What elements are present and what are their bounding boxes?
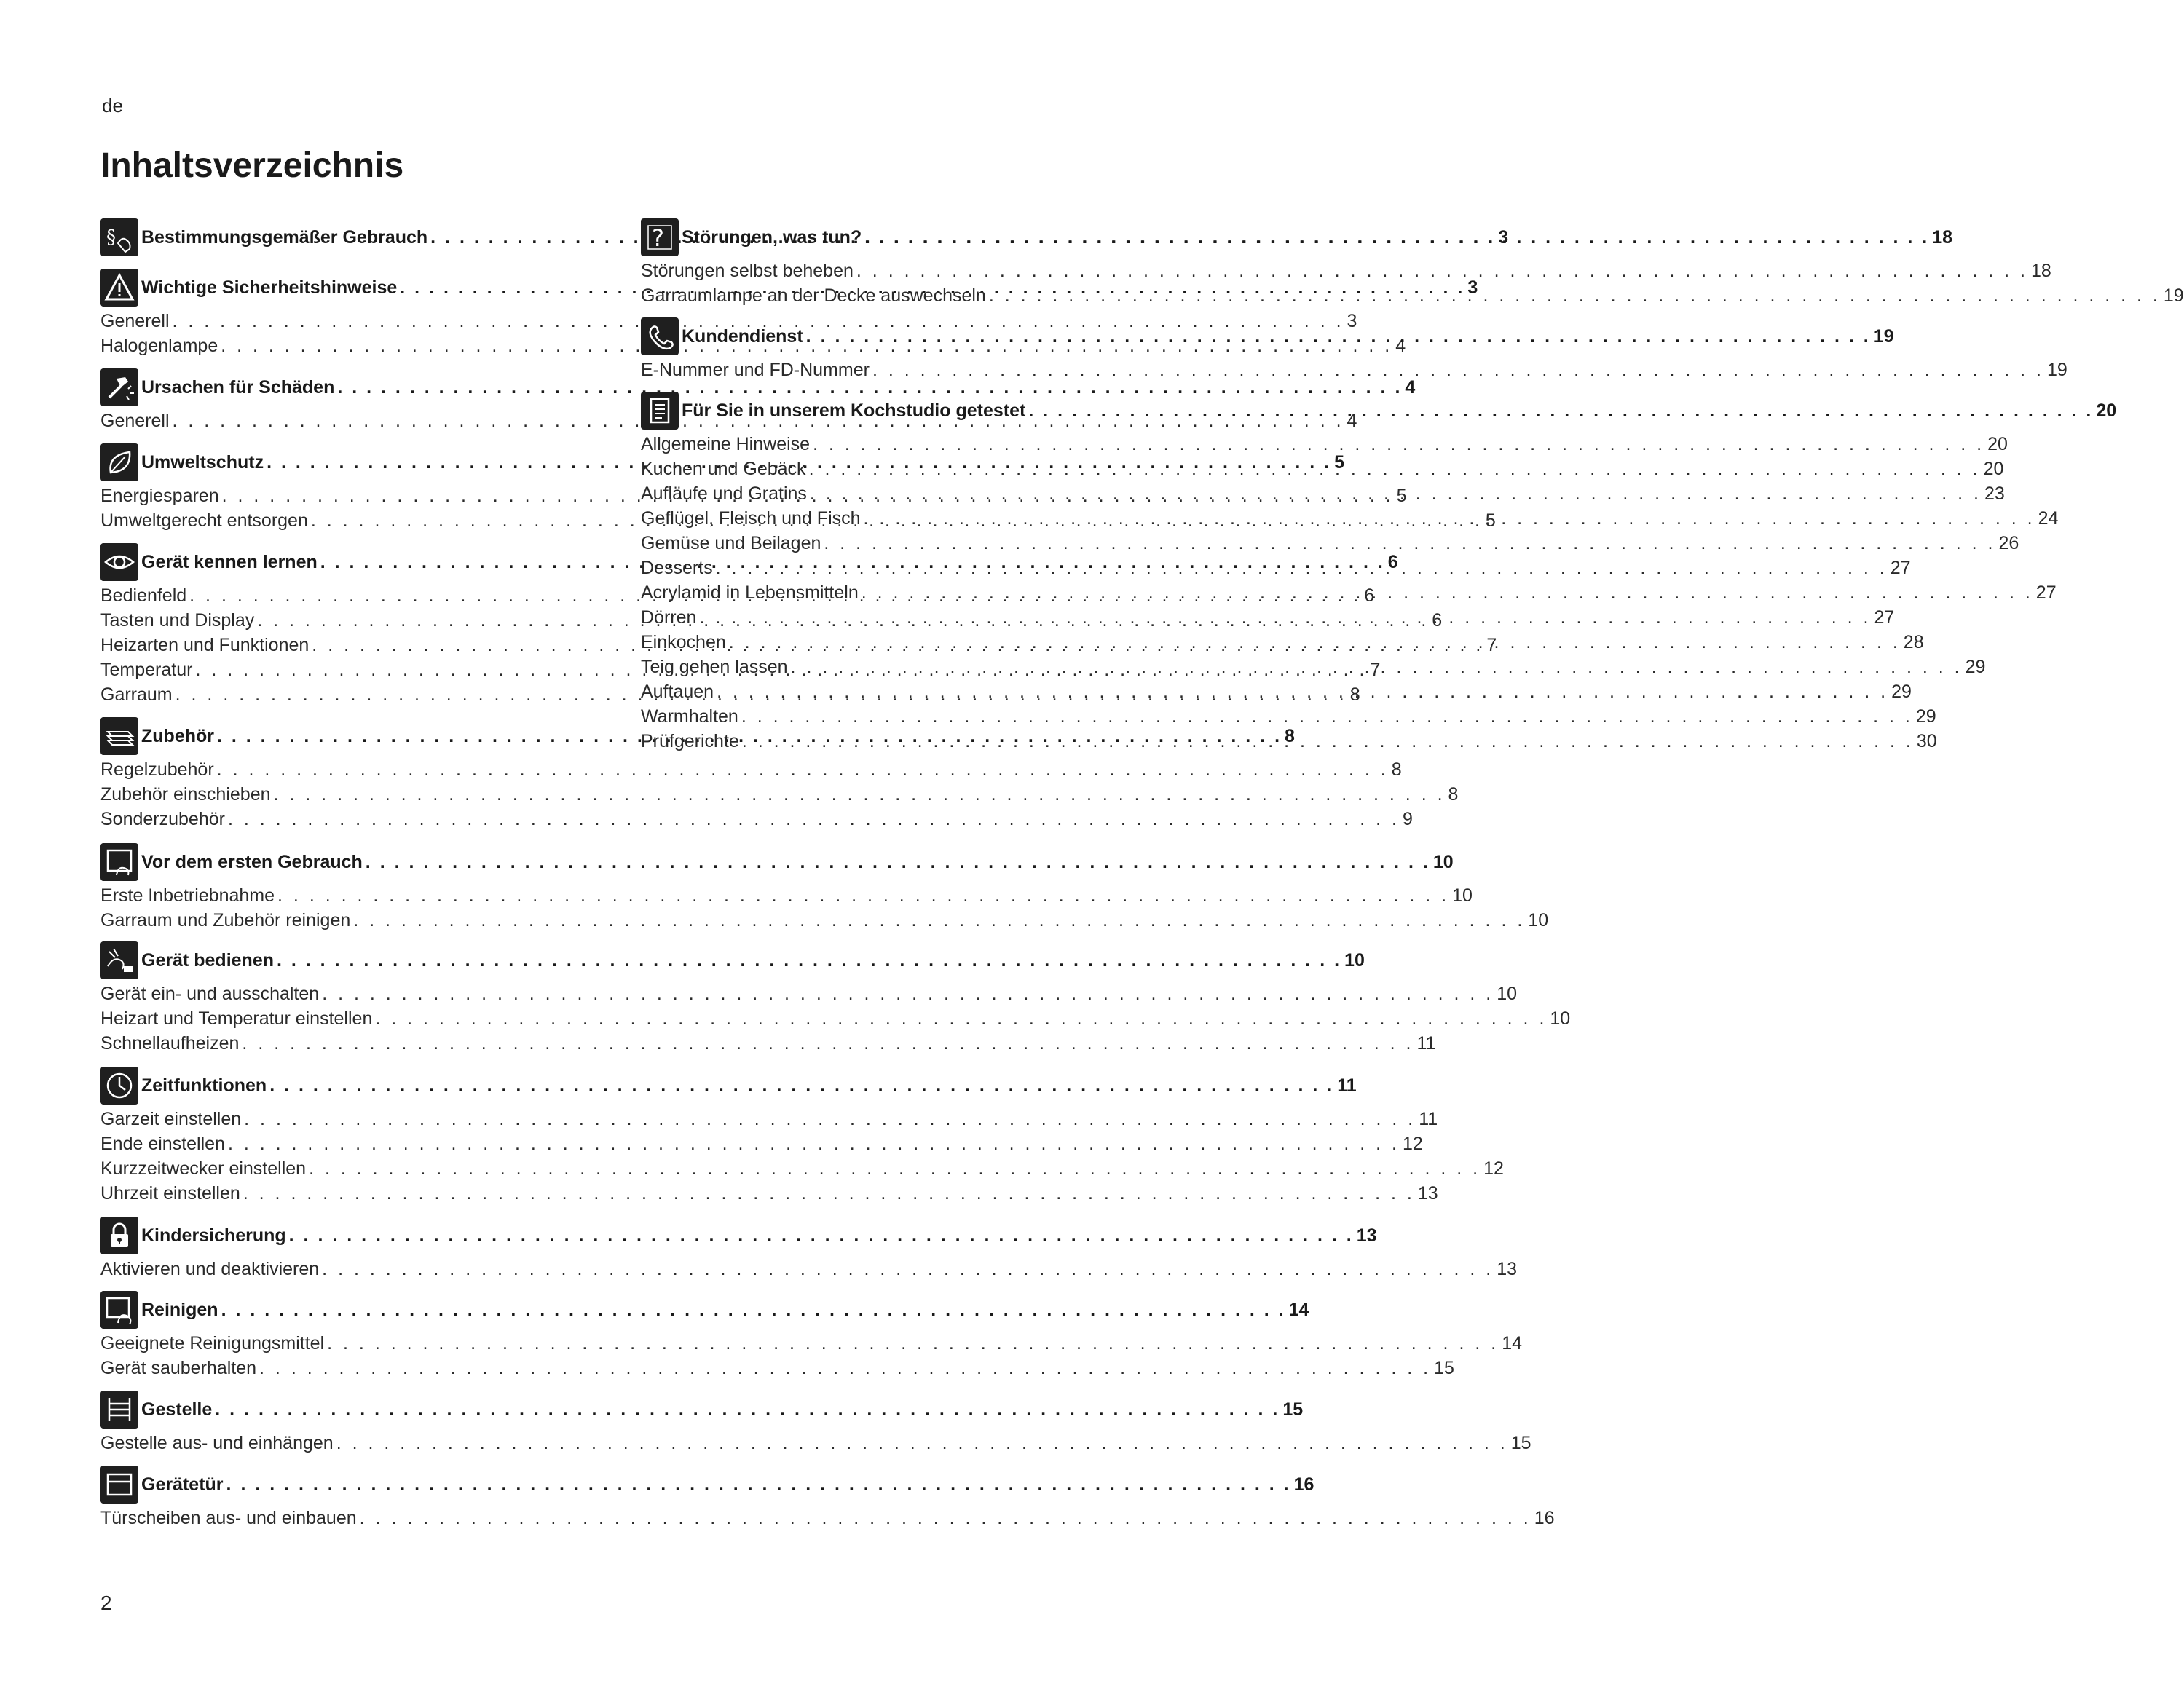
subsection-title: Kurzzeitwecker einstellen (100, 1158, 307, 1179)
subsection-title: Garraum (100, 684, 173, 705)
section-heading[interactable] (641, 217, 1953, 258)
subsection-entry[interactable] (641, 459, 2004, 483)
leader-dots (244, 1109, 1416, 1130)
subsection-page: 12 (1403, 1134, 1423, 1154)
section-title: Zubehör (141, 725, 214, 746)
subsection-title: Schnellaufheizen (100, 1033, 240, 1054)
toc-section (100, 1215, 1518, 1284)
subsection-title: Energiesparen (100, 486, 219, 506)
page-number: 2 (100, 1592, 112, 1614)
subsection-page: 13 (1417, 1183, 1438, 1204)
leaf-icon (100, 443, 138, 481)
section-page: 11 (1337, 1075, 1357, 1096)
section-heading-row (141, 1300, 1309, 1321)
subsection-list (100, 1433, 1531, 1458)
toc-section (100, 1389, 1531, 1458)
subsection-entry[interactable] (641, 607, 1895, 632)
subsection-page: 14 (1502, 1333, 1522, 1354)
subsection-page: 5 (1485, 510, 1496, 531)
svg-text:?: ? (652, 224, 664, 252)
toc-section (641, 390, 2117, 756)
subsection-page: 4 (1347, 411, 1357, 431)
subsection-entry[interactable] (641, 483, 2005, 508)
subsection-entry[interactable] (641, 681, 1912, 706)
subsection-entry[interactable] (100, 910, 1549, 935)
section-page: 3 (1498, 226, 1509, 248)
subsection-entry[interactable] (100, 784, 1459, 809)
leader-dots (699, 607, 1871, 628)
subsection-page: 7 (1486, 635, 1497, 655)
leader-dots (864, 227, 1929, 248)
section-title: Umweltschutz (141, 451, 264, 473)
language-code: de (102, 95, 123, 116)
subsection-list (100, 411, 1357, 435)
damage-hammer-icon (100, 368, 138, 406)
subsection-page: 23 (1984, 483, 2005, 504)
subsection-entry[interactable] (641, 582, 2057, 607)
subsection-title: Gerät ein- und ausschalten (100, 984, 320, 1004)
page-title: Inhaltsverzeichnis (100, 146, 404, 185)
subsection-page: 6 (1432, 610, 1443, 631)
paragraph-hand-icon (100, 218, 138, 256)
subsection-title: Garraumlampe an der Decke auswechseln (641, 285, 986, 306)
leader-dots (269, 1075, 1334, 1097)
leader-dots (791, 657, 1963, 678)
subsection-title: Gerät sauberhalten (100, 1358, 257, 1378)
subsection-title: Dörren (641, 607, 697, 628)
leader-dots (810, 483, 1982, 505)
subsection-entry[interactable] (100, 411, 1357, 435)
subsection-list (100, 1109, 1504, 1208)
subsection-page: 15 (1434, 1358, 1454, 1378)
leader-dots (277, 950, 1341, 971)
section-heading[interactable] (100, 1065, 1357, 1106)
subsection-title: Tasten und Display (100, 610, 255, 631)
section-page: 16 (1293, 1474, 1314, 1495)
subsection-page: 10 (1528, 910, 1549, 930)
subsection-title: Störungen selbst beheben (641, 261, 854, 281)
section-title: Bestimmungsgemäßer Gebrauch (141, 226, 428, 248)
subsection-title: Türscheiben aus- und einbauen (100, 1508, 357, 1528)
leader-dots (274, 784, 1446, 805)
subsection-title: Garzeit einstellen (100, 1109, 242, 1129)
subsection-title: Uhrzeit einstellen (100, 1183, 240, 1204)
subsection-page: 6 (1364, 585, 1375, 606)
subsection-list (100, 759, 1459, 834)
subsection-page: 29 (1891, 681, 1912, 702)
phone-icon (641, 317, 679, 355)
subsection-entry[interactable] (100, 1508, 1555, 1533)
subsection-page: 8 (1391, 759, 1402, 780)
subsection-list (641, 434, 2059, 756)
section-page: 20 (2096, 400, 2117, 421)
subsection-title: Sonderzubehör (100, 809, 225, 829)
leader-dots (856, 261, 2028, 282)
subsection-title: Prüfgerichte (641, 731, 739, 751)
subsection-entry[interactable] (100, 1008, 1571, 1033)
section-heading-row (141, 1225, 1377, 1246)
section-title: Reinigen (141, 1299, 218, 1320)
leader-dots (366, 852, 1430, 873)
section-heading[interactable] (100, 1464, 1314, 1505)
leader-dots (717, 681, 1888, 703)
subsection-entry[interactable] (100, 1259, 1518, 1284)
subsection-entry[interactable] (641, 508, 2059, 533)
subsection-page: 27 (1874, 607, 1895, 628)
subsection-entry[interactable] (100, 759, 1402, 784)
section-heading-row (141, 1399, 1303, 1421)
toc-section (641, 217, 2184, 310)
subsection-list (100, 885, 1549, 935)
subsection-page: 26 (1998, 533, 2019, 553)
leader-dots (813, 434, 1984, 455)
section-page: 10 (1344, 949, 1365, 971)
subsection-title: Aufläufe und Gratins (641, 483, 807, 504)
section-heading-row (682, 326, 1894, 347)
leader-dots (242, 1033, 1414, 1054)
subsection-title: Einkochen (641, 632, 726, 652)
subsection-list (641, 360, 2067, 384)
subsection-page: 9 (1403, 809, 1413, 829)
leader-dots (809, 459, 1981, 480)
leader-dots (824, 533, 1995, 554)
subsection-page: 27 (2035, 582, 2057, 603)
subsection-entry[interactable] (100, 1358, 1454, 1383)
subsection-page: 19 (2046, 360, 2067, 380)
section-page: 19 (1873, 325, 1894, 347)
subsection-page: 7 (1370, 660, 1381, 680)
svg-text:§: § (106, 226, 116, 248)
toc-section (641, 316, 2067, 384)
subsection-entry[interactable] (100, 809, 1413, 834)
section-page: 4 (1405, 376, 1416, 398)
leader-dots (221, 1300, 1286, 1321)
toc-section (100, 1289, 1522, 1383)
subsection-page: 8 (1448, 784, 1459, 805)
leader-dots (360, 1508, 1531, 1529)
subsection-page: 11 (1416, 1033, 1436, 1054)
leader-dots (872, 360, 2044, 381)
section-page: 8 (1285, 725, 1295, 746)
leader-dots (1028, 400, 2093, 422)
leader-dots (862, 582, 2033, 604)
subsection-entry[interactable] (641, 360, 2067, 384)
section-title: Gerät kennen lernen (141, 551, 318, 572)
operate-hand-icon (100, 941, 138, 979)
leader-dots (215, 1399, 1280, 1421)
subsection-list (100, 984, 1571, 1058)
section-heading-row (682, 227, 1952, 248)
subsection-entry[interactable] (641, 657, 1986, 681)
toc-section (100, 842, 1549, 935)
subsection-title: Temperatur (100, 660, 193, 680)
subsection-title: Generell (100, 411, 170, 431)
subsection-page: 11 (1419, 1109, 1438, 1129)
subsection-page: 19 (2163, 285, 2184, 306)
subsection-entry[interactable] (100, 885, 1473, 910)
subsection-title: Gestelle aus- und einhängen (100, 1433, 334, 1453)
subsection-page: 10 (1550, 1008, 1571, 1029)
subsection-page: 30 (1916, 731, 1937, 751)
leader-dots (277, 885, 1449, 906)
section-heading-row (141, 1474, 1314, 1495)
subsection-entry[interactable] (100, 1109, 1438, 1134)
subsection-title: Warmhalten (641, 706, 738, 727)
subsection-title: E-Nummer und FD-Nummer (641, 360, 870, 380)
subsection-title: Heizart und Temperatur einstellen (100, 1008, 373, 1029)
leader-dots (989, 285, 2161, 307)
subsection-title: Regelzubehör (100, 759, 214, 780)
section-title: Ursachen für Schäden (141, 376, 335, 398)
section-page: 10 (1432, 851, 1454, 872)
subsection-page: 12 (1483, 1158, 1504, 1179)
subsection-title: Gemüse und Beilagen (641, 533, 821, 553)
subsection-title: Geflügel, Fleisch und Fisch (641, 508, 861, 529)
leader-dots (322, 1259, 1494, 1280)
section-page: 3 (1467, 277, 1478, 298)
subsection-list (100, 1508, 1555, 1533)
section-heading[interactable] (100, 1289, 1309, 1330)
leader-dots (742, 731, 1914, 752)
leader-dots (243, 1183, 1415, 1204)
subsection-title: Garraum und Zubehör reinigen (100, 910, 351, 930)
section-page: 18 (1932, 226, 1953, 248)
section-title: Zeitfunktionen (141, 1075, 267, 1096)
subsection-entry[interactable] (641, 706, 1936, 731)
toc-section (100, 1065, 1504, 1208)
subsection-page: 20 (1987, 434, 2008, 454)
subsection-entry[interactable] (100, 1158, 1504, 1183)
tray-stack-icon (100, 717, 138, 755)
subsection-page: 28 (1903, 632, 1924, 652)
subsection-page: 15 (1510, 1433, 1531, 1453)
subsection-entry[interactable] (100, 1134, 1423, 1158)
subsection-title: Halogenlampe (100, 336, 218, 356)
subsection-entry[interactable] (100, 1183, 1438, 1208)
subsection-title: Teig gehen lassen (641, 657, 788, 677)
subsection-title: Bedienfeld (100, 585, 187, 606)
section-page: 15 (1282, 1399, 1304, 1420)
subsection-title: Geeignete Reinigungsmittel (100, 1333, 325, 1354)
first-use-hand-icon (100, 843, 138, 881)
section-heading[interactable] (641, 390, 2117, 431)
door-icon (100, 1466, 138, 1504)
subsection-page: 8 (1349, 684, 1360, 705)
section-title: Gerätetür (141, 1474, 224, 1495)
toc-section (100, 940, 1571, 1058)
subsection-page: 24 (2038, 508, 2059, 529)
subsection-entry[interactable] (100, 984, 1518, 1008)
leader-dots (327, 1333, 1499, 1354)
lock-icon (100, 1217, 138, 1254)
subsection-page: 5 (1396, 486, 1407, 506)
subsection-page: 20 (1983, 459, 2004, 479)
subsection-title: Zubehör einschieben (100, 784, 271, 805)
subsection-entry[interactable] (100, 1033, 1436, 1058)
subsection-title: Aktivieren und deaktivieren (100, 1259, 320, 1279)
subsection-page: 27 (1890, 558, 1911, 578)
section-title: Kundendienst (682, 325, 803, 347)
leader-dots (228, 1134, 1400, 1155)
leader-dots (309, 1158, 1481, 1180)
section-page: 14 (1288, 1299, 1309, 1320)
cleaning-hand-icon (100, 1291, 138, 1329)
leader-dots (741, 706, 1913, 727)
subsection-title: Desserts (641, 558, 713, 578)
subsection-page: 16 (1534, 1508, 1555, 1528)
section-heading[interactable] (100, 1215, 1377, 1256)
subsection-list (100, 1259, 1518, 1284)
leader-dots (353, 910, 1525, 931)
section-page: 13 (1356, 1225, 1377, 1246)
section-heading[interactable] (100, 940, 1365, 981)
subsection-page: 3 (1347, 311, 1357, 331)
section-title: Störungen, was tun? (682, 226, 862, 248)
warning-triangle-icon (100, 269, 138, 307)
recipe-book-icon (641, 392, 679, 430)
leader-dots (228, 809, 1400, 830)
subsection-page: 10 (1497, 984, 1518, 1004)
subsection-page: 4 (1395, 336, 1406, 356)
leader-dots (217, 759, 1389, 781)
subsection-title: Generell (100, 311, 170, 331)
leader-dots (864, 508, 2035, 529)
leader-dots (716, 558, 1888, 579)
subsection-page: 13 (1497, 1259, 1518, 1279)
leader-dots (259, 1358, 1431, 1379)
section-heading[interactable] (100, 842, 1454, 882)
leader-dots (322, 984, 1494, 1005)
subsection-list (100, 1333, 1522, 1383)
subsection-title: Heizarten und Funktionen (100, 635, 310, 655)
section-heading[interactable] (641, 316, 1894, 357)
leader-dots (729, 632, 1901, 653)
section-heading-row (682, 400, 2116, 422)
section-title: Wichtige Sicherheitshinweise (141, 277, 398, 298)
subsection-page: 29 (1915, 706, 1936, 727)
subsection-entry[interactable] (100, 1333, 1522, 1358)
subsection-entry[interactable] (641, 434, 2008, 459)
subsection-list (641, 261, 2184, 310)
section-heading-row (141, 950, 1365, 971)
section-title: Für Sie in unserem Kochstudio getestet (682, 400, 1026, 421)
subsection-entry[interactable] (641, 558, 1911, 582)
subsection-entry[interactable] (641, 632, 1924, 657)
question-icon (641, 218, 679, 256)
leader-dots (289, 1225, 1354, 1246)
leader-dots (336, 1433, 1508, 1454)
section-title: Gestelle (141, 1399, 213, 1420)
subsection-page: 10 (1452, 885, 1473, 906)
subsection-entry[interactable] (641, 285, 2184, 310)
leader-dots (375, 1008, 1547, 1030)
section-heading-row (141, 1075, 1357, 1097)
clock-icon (100, 1067, 138, 1105)
subsection-title: Ende einstellen (100, 1134, 225, 1154)
section-title: Kindersicherung (141, 1225, 286, 1246)
subsection-page: 29 (1965, 657, 1986, 677)
section-heading-row (141, 852, 1454, 873)
leader-dots (226, 1474, 1291, 1495)
subsection-page: 18 (2030, 261, 2051, 281)
subsection-entry[interactable] (641, 731, 1937, 756)
section-title: Vor dem ersten Gebrauch (141, 851, 363, 872)
subsection-title: Umweltgerecht entsorgen (100, 510, 308, 531)
section-page: 5 (1334, 451, 1345, 473)
leader-dots (806, 326, 1871, 347)
subsection-title: Auftauen (641, 681, 714, 702)
section-title: Gerät bedienen (141, 949, 274, 971)
subsection-entry[interactable] (641, 261, 2051, 285)
subsection-entry[interactable] (100, 1433, 1531, 1458)
section-page: 6 (1387, 551, 1398, 572)
eye-icon (100, 543, 138, 581)
toc-section (100, 1464, 1555, 1533)
subsection-title: Kuchen und Gebäck (641, 459, 806, 479)
subsection-title: Acrylamid in Lebensmitteln (641, 582, 859, 603)
rack-icon (100, 1391, 138, 1429)
subsection-entry[interactable] (641, 533, 2019, 558)
subsection-title: Allgemeine Hinweise (641, 434, 811, 454)
subsection-title: Erste Inbetriebnahme (100, 885, 275, 906)
section-heading[interactable] (100, 1389, 1304, 1430)
